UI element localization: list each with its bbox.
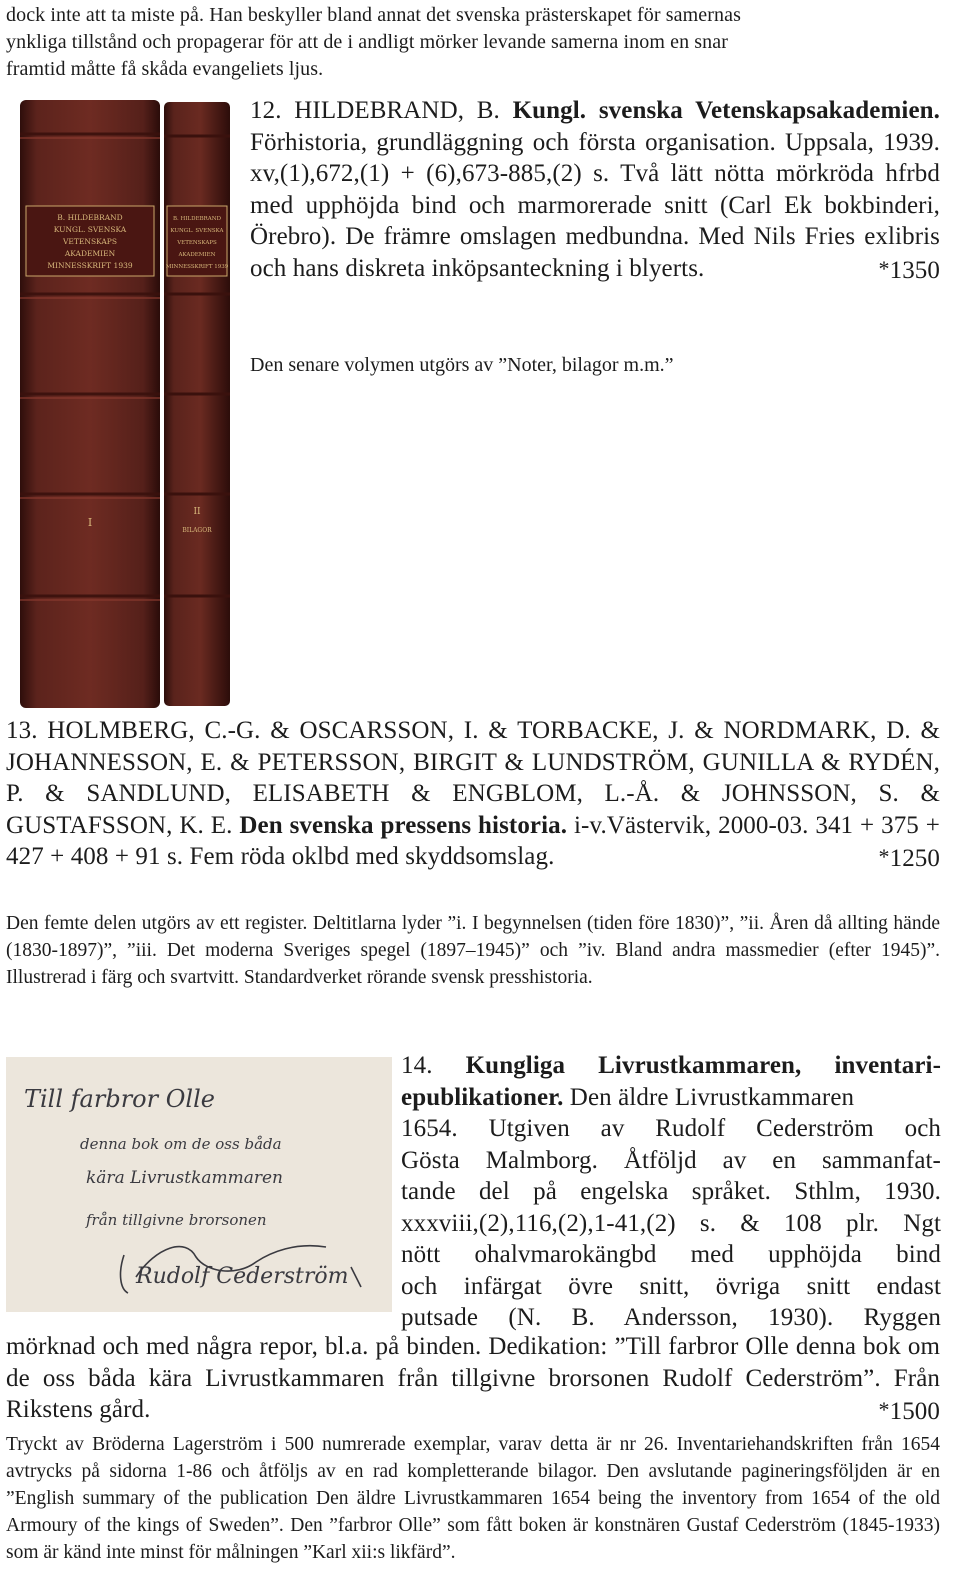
entry-14-desc-line-7: och infärgat övre snitt, övriga snitt endast	[401, 1272, 941, 1300]
inscription-line-3: kära Livrustkammaren	[86, 1168, 284, 1188]
entry-14-description-full: mörknad och med några repor, bl.a. på binden. Dedikation: ”Till farbror Olle denna bok om de oss båda kära Livrustkammaren från tillgivne brorsonen Rudolf Cederström”. Från Rikstens gård.	[6, 1333, 940, 1423]
spine2-volume-number: II	[193, 507, 201, 517]
entry-14-desc-line-1: Den äldre Livrustkammaren	[569, 1083, 855, 1111]
spine1-label-line2: KUNGL. SVENSKA	[53, 225, 127, 234]
spine2-label-line2: KUNGL. SVENSKA	[170, 228, 224, 234]
entry-14-note: Tryckt av Bröderna Lagerström i 500 numrerade exemplar, varav detta är nr 26. Inventariehandskriften från 1654 avtrycks på sidorna 1-86 och åtföljs av en rad kompletterande bilagor. Den avslutande pagineringsföljden är en ”English summary of the publication Den äldre Livrustkammaren 1654 being the inventory from 1654 of the old Armoury of the kings of Sweden”. Den ”farbror Olle” som fått boken är konstnären Gustaf Cederström (1845-1933) som är känd inte minst för målningen ”Karl xii:s likfärd”.	[6, 1434, 940, 1563]
entry-13-note: Den femte delen utgörs av ett register. Deltitlarna lyder ”i. I begynnelsen (tiden före 1830)”, ”ii. Åren då allting hände (1830-1897)”, ”iii. Det moderna Sveriges spegel (1897–1945)” och ”iv. Bland andra massmedier (efter 1945)”. Illustrerad i färg och svartvitt. Standardverket rörande svensk presshistoria.	[6, 913, 940, 988]
entry-13-title: Den svenska pressens historia.	[239, 811, 568, 839]
spine2-label-line4: AKADEMIEN	[178, 252, 216, 258]
entry-14-continuation	[6, 1331, 940, 1428]
handwritten-dedication	[6, 1057, 392, 1312]
intro-line-3: framtid måtte få skåda evangeliets ljus.	[6, 58, 324, 80]
spine2-label-line3: VETENSKAPS	[177, 240, 217, 246]
entry-12-price: *1350	[878, 255, 940, 284]
entry-14-heading	[401, 1050, 941, 1113]
spine1-label-line5: MINNESSKRIFT 1939	[47, 261, 133, 270]
entry-12-note: Den senare volymen utgörs av ”Noter, bilagor m.m.”	[250, 354, 674, 376]
spine1-label-line4: AKADEMIEN	[64, 249, 116, 258]
entry-12-description: Förhistoria, grundläggning och första organisation. Uppsala, 1939. xv,(1),672,(1) + (6),673-885,(2) s. Två lätt nötta mörkröda hfrbd med upphöjda bind och marmorerade snitt (Carl Ek bokbinderi, Örebro). De främre omslagen medbundna. Med Nils Fries exlibris och hans diskreta inköpsanteckning i blyerts.	[250, 128, 940, 282]
intro-line-1: dock inte att ta miste på. Han beskyller bland annat det svenska prästerskapet för samernas	[6, 4, 741, 26]
entry-14-price: *1500	[878, 1397, 940, 1425]
book-spines-illustration	[20, 98, 232, 710]
intro-paragraph	[6, 2, 946, 83]
entry-14-desc-line-4: tande del på engelska språket. Sthlm, 1930.	[401, 1178, 941, 1205]
inscription-signature: Rudolf Cederström	[136, 1264, 349, 1289]
entry-14-desc-line-2: 1654. Utgiven av Rudolf Cederström och	[401, 1115, 941, 1142]
inscription-line-4: från tillgivne brorsonen	[86, 1211, 267, 1229]
spine2-label-line1: B. HILDEBRAND	[173, 216, 221, 222]
entry-14-desc-line-3: Gösta Malmborg. Åtföljd av en sammanfat-	[401, 1146, 941, 1174]
spine2-label-line5: MINNESSKRIFT 1939	[165, 264, 229, 270]
entry-14-title: Kungliga Livrustkammaren, inventari-epublikationer.	[401, 1052, 941, 1111]
entry-12-title: Kungl. svenska Vetenskapsakademien.	[512, 97, 940, 124]
entry-14-number: 14.	[401, 1052, 433, 1079]
entry-12-number: 12.	[250, 97, 282, 124]
inscription-photo	[6, 1057, 392, 1312]
entry-13-description: i-v.Västervik, 2000-03. 341 + 375 + 427 + 408 + 91 s. Fem röda oklbd med skyddsomslag.	[6, 811, 940, 870]
entry-14-desc-line-5: xxxviii,(2),116,(2),1-41,(2) s. & 108 plr. Ngt	[401, 1209, 941, 1237]
spine2-volume-sub: BILAGOR	[182, 527, 212, 534]
inscription-line-2: denna bok om de oss båda	[80, 1135, 282, 1153]
intro-line-2: ynkliga tillstånd och propagerar för att de i andligt mörker levande samerna inom en snar	[6, 31, 728, 53]
spine1-label-line3: VETENSKAPS	[63, 237, 117, 246]
book-spines-photo	[20, 98, 232, 710]
entry-14-desc-line-8: putsade (N. B. Andersson, 1930). Ryggen	[401, 1304, 941, 1331]
entry-13	[6, 715, 940, 875]
entry-12-author: HILDEBRAND, B.	[294, 97, 500, 124]
entry-13-authors: HOLMBERG, C.-G. & OSCARSSON, I. & TORBACKE, J. & NORDMARK, D. & JOHANNESSON, E. & PETERSSON, BIRGIT & LUNDSTRÖM, GUNILLA & RYDÉN, P. & SANDLUND, ELISABETH & ENGBLOM, L.-Å. & JOHNSSON, S. & GUSTAFSSON, K. E.	[6, 717, 940, 839]
entry-14-desc-line-6: nött ohalvmarokängbd med upphöjda bind	[401, 1241, 941, 1268]
spine1-label-line1: B. HILDEBRAND	[57, 213, 123, 222]
spine1-volume-number: I	[87, 516, 93, 529]
entry-12	[250, 95, 940, 286]
entry-13-number: 13.	[6, 717, 38, 744]
entry-14-side	[401, 1050, 941, 1334]
entry-13-price: *1250	[878, 844, 940, 872]
inscription-line-1: Till farbror Olle	[24, 1085, 215, 1113]
